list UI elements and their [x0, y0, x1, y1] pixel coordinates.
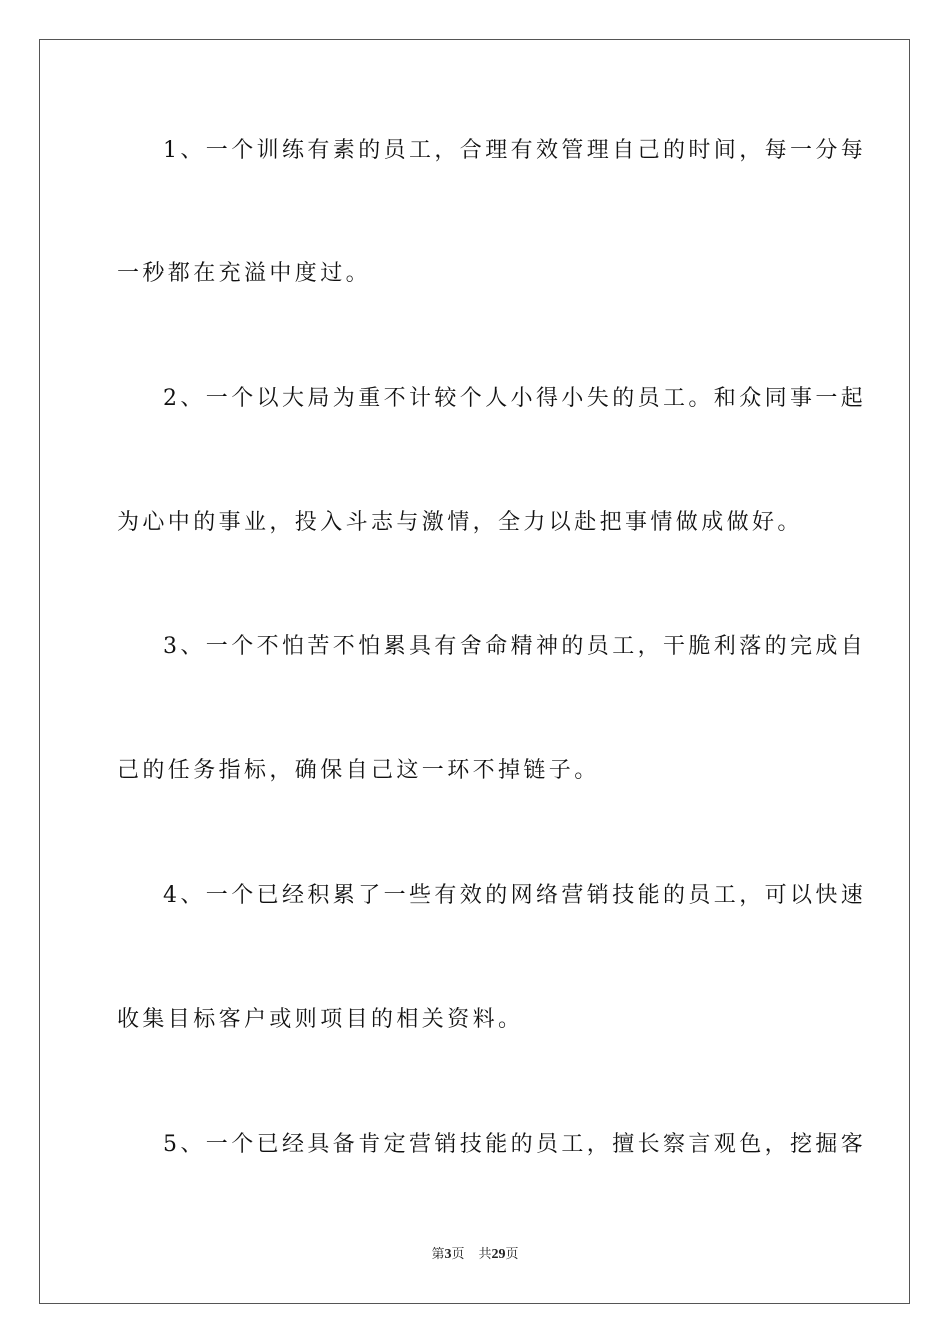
paragraph-3-line-2: 己的任务指标，确保自己这一环不掉链子。	[117, 758, 600, 783]
footer-total-prefix: 共	[478, 1247, 492, 1262]
footer-total-suffix: 页	[505, 1247, 519, 1262]
paragraph-4-line-2: 收集目标客户或则项目的相关资料。	[117, 1007, 524, 1032]
page-footer	[0, 1246, 950, 1264]
footer-page-number: 3	[444, 1247, 452, 1262]
paragraph-4-line-1: 4、一个已经积累了一些有效的网络营销技能的员工，可以快速	[163, 883, 867, 908]
paragraph-2-line-2: 为心中的事业，投入斗志与激情，全力以赴把事情做成做好。	[117, 510, 803, 535]
paragraph-5-line-1: 5、一个已经具备肯定营销技能的员工，擅长察言观色，挖掘客	[163, 1132, 867, 1157]
paragraph-1-line-2: 一秒都在充溢中度过。	[117, 261, 372, 286]
footer-page-suffix: 页	[451, 1247, 465, 1262]
footer-total-pages: 29	[491, 1247, 506, 1262]
footer-page-prefix: 第	[431, 1247, 445, 1262]
paragraph-2-line-1: 2、一个以大局为重不计较个人小得小失的员工。和众同事一起	[163, 386, 867, 411]
page-frame	[39, 39, 910, 1304]
paragraph-3-line-1: 3、一个不怕苦不怕累具有舍命精神的员工，干脆利落的完成自	[163, 634, 867, 659]
paragraph-1-line-1: 1、一个训练有素的员工，合理有效管理自己的时间，每一分每	[163, 138, 867, 163]
